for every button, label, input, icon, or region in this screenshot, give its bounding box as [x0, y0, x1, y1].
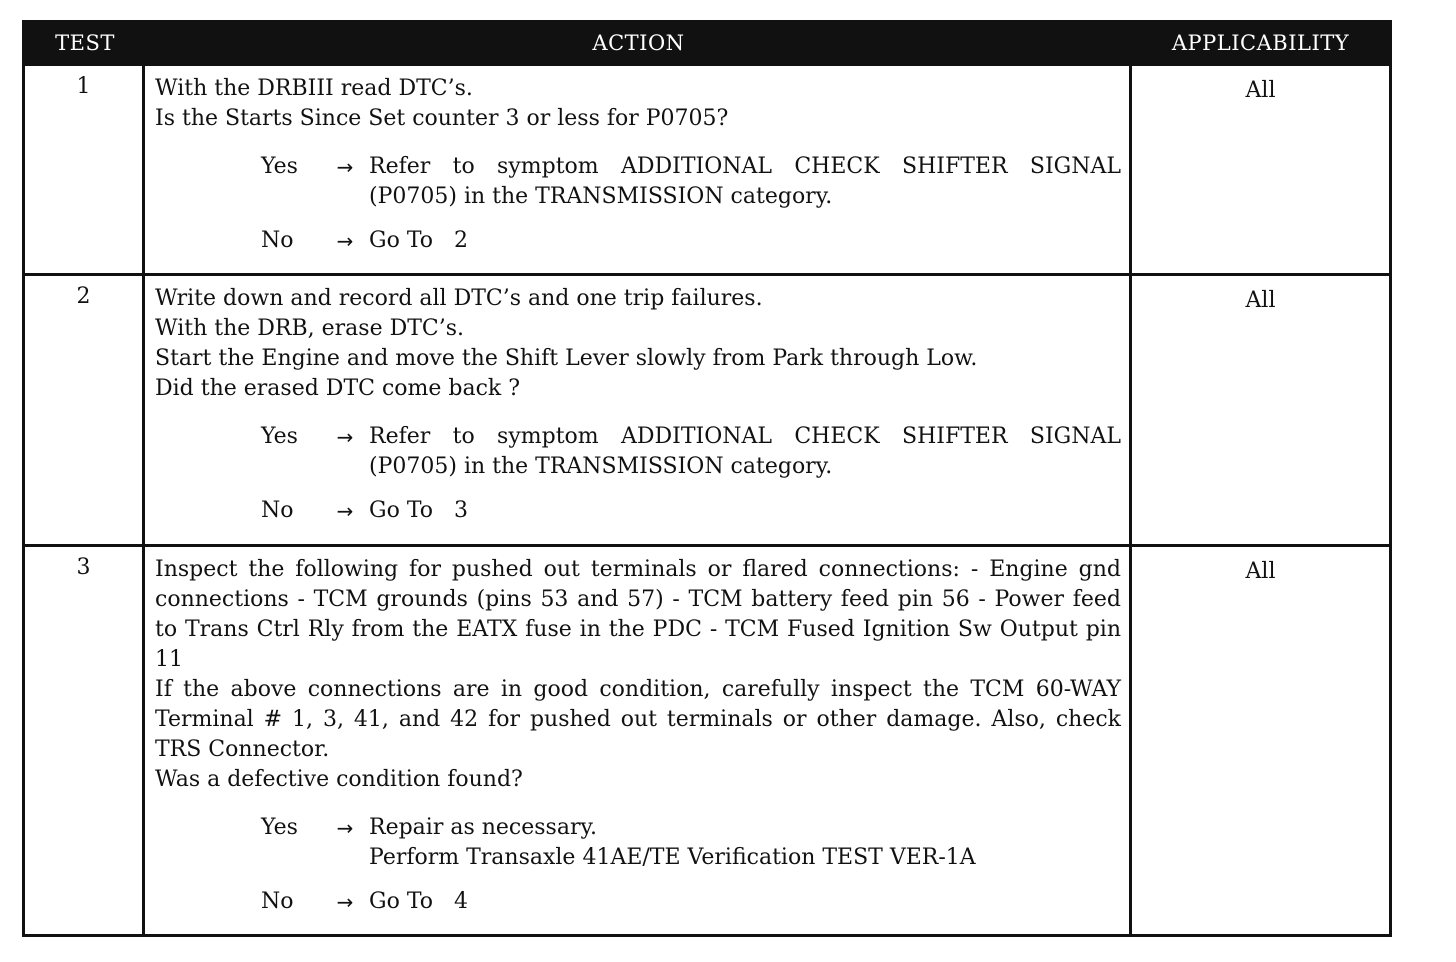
no-option — [155, 887, 1121, 917]
action-line: Is the Starts Since Set counter 3 or less for P0705? — [155, 106, 729, 131]
test-number: 3 — [25, 547, 145, 934]
test-number: 1 — [25, 66, 145, 273]
header-applicability: APPLICABILITY — [1171, 31, 1350, 55]
arrow-icon: → — [336, 499, 354, 523]
action-line: Was a defective condition found? — [155, 767, 523, 792]
action-line: Inspect the following for pushed out terminals or flared connections: - Engine gnd connections - TCM grounds (pins 53 and 57) - TCM battery feed pin 56 - Power feed to Trans Ctrl Rly from the EATX fuse in the PDC - TCM Fused Ignition Sw Output pin 11 — [155, 557, 1121, 672]
yes-option — [155, 813, 1121, 873]
yes-line: Refer to symptom ADDITIONAL CHECK SHIFTER SIGNAL (P0705) in the TRANSMISSION category. — [369, 424, 1121, 479]
action-line: Did the erased DTC come back ? — [155, 376, 521, 401]
yes-line: Repair as necessary. — [369, 815, 597, 840]
header-action: ACTION — [592, 31, 685, 55]
no-label: No — [261, 889, 294, 914]
yes-label: Yes — [261, 154, 298, 179]
yes-label: Yes — [261, 424, 298, 449]
action-line: With the DRB, erase DTC’s. — [155, 316, 465, 341]
action-line: Start the Engine and move the Shift Lever slowly from Park through Low. — [155, 346, 978, 371]
no-label: No — [261, 228, 294, 253]
table-row — [25, 63, 1389, 273]
yes-option — [155, 422, 1121, 482]
header-test: TEST — [55, 31, 115, 55]
no-text: Go To 2 — [369, 228, 468, 253]
applicability-cell: All — [1245, 559, 1276, 584]
applicability-cell: All — [1245, 288, 1276, 313]
action-cell — [145, 66, 1132, 273]
action-cell — [145, 276, 1132, 544]
action-line: With the DRBIII read DTC’s. — [155, 76, 473, 101]
test-number: 2 — [25, 276, 145, 544]
no-option — [155, 226, 1121, 256]
no-text: Go To 3 — [369, 498, 468, 523]
table-row — [25, 544, 1389, 934]
action-line: If the above connections are in good condition, carefully inspect the TCM 60-WAY Terminal # 1, 3, 41, and 42 for pushed out terminals or other damage. Also, check TRS Connector. — [155, 677, 1121, 762]
arrow-icon: → — [336, 425, 354, 449]
action-line: Write down and record all DTC’s and one trip failures. — [155, 286, 763, 311]
table-header — [25, 23, 1389, 63]
no-text: Go To 4 — [369, 889, 468, 914]
arrow-icon: → — [336, 816, 354, 840]
yes-text — [369, 422, 1121, 482]
arrow-icon: → — [336, 155, 354, 179]
yes-text — [369, 152, 1121, 212]
yes-option — [155, 152, 1121, 212]
arrow-icon: → — [336, 890, 354, 914]
yes-line: Refer to symptom ADDITIONAL CHECK SHIFTER SIGNAL (P0705) in the TRANSMISSION category. — [369, 154, 1121, 209]
table-row — [25, 273, 1389, 544]
yes-text — [369, 813, 1121, 873]
diagnostic-table — [22, 20, 1392, 937]
arrow-icon: → — [336, 229, 354, 253]
applicability-cell: All — [1245, 78, 1276, 103]
no-label: No — [261, 498, 294, 523]
yes-label: Yes — [261, 815, 298, 840]
action-cell — [145, 547, 1132, 934]
no-option — [155, 496, 1121, 526]
yes-line: Perform Transaxle 41AE/TE Verification TEST VER-1A — [369, 845, 976, 870]
